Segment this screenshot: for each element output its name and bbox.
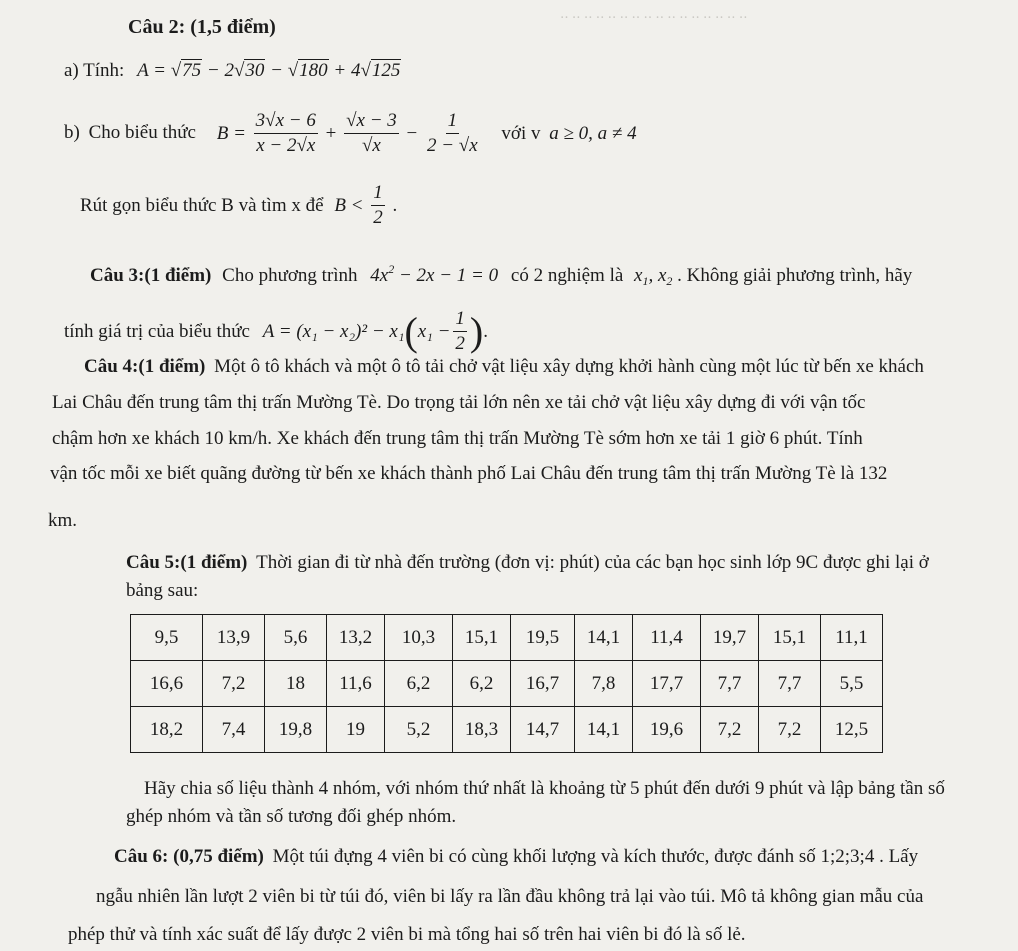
- q2-b-condition-text: với v: [501, 122, 541, 144]
- table-cell: 15,1: [453, 615, 511, 661]
- q2-b-fraction-3: [425, 110, 480, 157]
- q2-a-label: a) Tính:: [64, 60, 125, 81]
- q3-eq-a: 4x: [370, 265, 389, 286]
- q2-half-denominator: 2: [373, 207, 383, 228]
- table-cell: 16,6: [131, 661, 203, 707]
- table-cell: 19,6: [633, 707, 701, 753]
- table-cell: 10,3: [385, 615, 453, 661]
- q3-equation: [370, 262, 499, 286]
- table-cell: 12,5: [821, 707, 883, 753]
- q3-half-numerator: 1: [453, 308, 467, 332]
- q2-b-label: b): [64, 121, 80, 143]
- table-cell: 11,1: [821, 615, 883, 661]
- q3-end: .: [483, 320, 488, 342]
- q2-b-f1-numerator: 3√x − 6: [254, 110, 318, 134]
- q2-b-fraction-2: [344, 110, 399, 157]
- q5-after-1: Hãy chia số liệu thành 4 nhóm, với nhóm thứ nhất là khoảng từ 5 phút đến dưới 9 phút và lập bảng tần số: [144, 778, 945, 799]
- q2-a-radicand-3: 180: [299, 60, 328, 81]
- q5-line-2: bảng sau:: [126, 580, 199, 601]
- table-cell: 7,8: [575, 661, 633, 707]
- table-cell: 7,7: [759, 661, 821, 707]
- table-cell: 19,7: [701, 615, 759, 661]
- q5-text-1: Thời gian đi từ nhà đến trường (đơn vị: phút) của các bạn học sinh lớp 9C được ghi lại ở: [256, 552, 929, 573]
- table-cell: 5,6: [265, 615, 327, 661]
- q3-expression-inner: x₁ −: [417, 320, 451, 342]
- table-cell: 14,1: [575, 707, 633, 753]
- q2-a-radicand-1: 75: [182, 60, 202, 81]
- q5-after-2: ghép nhóm và tần số tương đối ghép nhóm.: [126, 806, 457, 827]
- q2-a-op-1: − 2: [202, 60, 234, 81]
- q2-half-fraction: [371, 182, 385, 229]
- q2-a-op-2: −: [265, 60, 288, 81]
- q3-close-paren: ): [469, 308, 484, 354]
- q5-data-table: [130, 614, 883, 753]
- q3-text-4: tính giá trị của biểu thức: [64, 320, 250, 342]
- q2-b-f3-denominator: 2 − √x: [426, 135, 478, 156]
- q4-line-1: [84, 356, 924, 378]
- table-cell: 19,8: [265, 707, 327, 753]
- table-cell: 7,7: [701, 661, 759, 707]
- q6-text-1: Một túi đựng 4 viên bi có cùng khối lượng và kích thước, được đánh số 1;2;3;4 . Lấy: [272, 846, 919, 867]
- table-cell: 9,5: [131, 615, 203, 661]
- q3-text-2: có 2 nghiệm là: [510, 265, 624, 286]
- table-row: [131, 707, 883, 753]
- q3-line-1: [90, 262, 912, 289]
- q3-text-1: Cho phương trình: [222, 265, 358, 286]
- q2-b-text: Cho biểu thức: [88, 121, 196, 143]
- table-cell: 18: [265, 661, 327, 707]
- q2-title: Câu 2: (1,5 điểm): [128, 16, 276, 38]
- q6-line-1: [114, 846, 918, 868]
- q3-eq-sup: 2: [388, 262, 395, 276]
- q2-b-f3-numerator: 1: [446, 110, 460, 134]
- q2-b-condition-math: a ≥ 0, a ≠ 4: [549, 122, 637, 144]
- table-cell: 7,2: [701, 707, 759, 753]
- q6-line-2: ngẫu nhiên lần lượt 2 viên bi từ túi đó, viên bi lấy ra lần đầu không trả lại vào túi. Mô tả không gian mẫu của: [96, 886, 924, 907]
- q2-b-plus: +: [325, 122, 337, 144]
- q2-a-prefix: A =: [137, 60, 171, 81]
- q3-root-1: x: [634, 265, 643, 286]
- table-cell: 19,5: [511, 615, 575, 661]
- q2-b-f2-numerator: √x − 3: [344, 110, 399, 134]
- table-cell: 18,3: [453, 707, 511, 753]
- bleed-through-text: ‥ ‥ ‥ ‥ ‥ ‥ ‥ ‥ ‥ ‥ ‥ ‥ ‥ ‥ ‥ ‥: [560, 6, 748, 21]
- table-cell: 15,1: [759, 615, 821, 661]
- q2-a-radicand-4: 125: [371, 60, 401, 81]
- table-cell: 6,2: [385, 661, 453, 707]
- q3-roots: $x_1$, $x_2$: [634, 265, 673, 288]
- q2-b-minus: −: [406, 122, 418, 144]
- q2-rutgon: [80, 182, 397, 229]
- table-cell: 5,2: [385, 707, 453, 753]
- q2-rutgon-math: B <: [334, 194, 364, 216]
- q2-b-fraction-1: [254, 110, 318, 157]
- q2-a-expression: A = √75 − 2√30 − √180 + 4√125: [137, 60, 401, 81]
- q2-b-f1-denominator: x − 2√x: [256, 135, 316, 156]
- q6-line-3: phép thử và tính xác suất để lấy được 2 viên bi mà tổng hai số trên hai viên bi đó là số lẻ.: [68, 924, 746, 945]
- q2-a-radicand-2: 30: [245, 60, 265, 81]
- table-cell: 14,1: [575, 615, 633, 661]
- q5-line-1: [126, 552, 929, 574]
- table-row: [131, 615, 883, 661]
- table-cell: 11,4: [633, 615, 701, 661]
- q2-part-b: [64, 110, 637, 157]
- table-cell: 19: [327, 707, 385, 753]
- q5-title: Câu 5:(1 điểm): [126, 552, 248, 573]
- table-cell: 14,7: [511, 707, 575, 753]
- q4-line-3: chậm hơn xe khách 10 km/h. Xe khách đến trung tâm thị trấn Mường Tè sớm hơn xe tải 1 giờ 6 phút. Tính: [52, 428, 863, 449]
- table-cell: 5,5: [821, 661, 883, 707]
- q4-line-4: vận tốc mỗi xe biết quãng đường từ bến xe khách thành phố Lai Châu đến trung tâm thị trấn Mường Tè là 132: [50, 463, 888, 484]
- q6-title: Câu 6: (0,75 điểm): [114, 846, 264, 867]
- q2-part-a: [64, 60, 401, 82]
- q3-half-denominator: 2: [455, 333, 465, 354]
- q2-b-f2-denominator: √x: [361, 135, 381, 156]
- table-cell: 17,7: [633, 661, 701, 707]
- q4-title: Câu 4:(1 điểm): [84, 356, 206, 377]
- q3-text-3: . Không giải phương trình, hãy: [677, 265, 913, 286]
- q3-open-paren: (: [404, 308, 418, 354]
- q2-period: .: [392, 194, 398, 216]
- q2-rutgon-text: Rút gọn biểu thức B và tìm x để: [80, 194, 324, 216]
- table-cell: 7,4: [203, 707, 265, 753]
- q3-half-fraction: [453, 308, 467, 355]
- q2-a-op-3: + 4: [328, 60, 361, 81]
- q4-line-2: Lai Châu đến trung tâm thị trấn Mường Tè. Do trọng tải lớn nên xe tải chở vật liệu xây dựng đi với vận tốc: [52, 392, 866, 413]
- q4-line-5: km.: [48, 510, 78, 531]
- q4-text-1: Một ô tô khách và một ô tô tải chở vật liệu xây dựng khởi hành cùng một lúc từ bến xe khách: [214, 356, 924, 377]
- table-cell: 13,2: [327, 615, 385, 661]
- table-cell: 13,9: [203, 615, 265, 661]
- table-cell: 7,2: [759, 707, 821, 753]
- q3-eq-b: − 2x − 1 = 0: [394, 265, 499, 286]
- q3-title: Câu 3:(1 điểm): [90, 265, 212, 286]
- q2-b-prefix: B =: [216, 122, 246, 144]
- table-cell: 16,7: [511, 661, 575, 707]
- table-cell: 11,6: [327, 661, 385, 707]
- table-row: [131, 661, 883, 707]
- table-cell: 6,2: [453, 661, 511, 707]
- table-cell: 18,2: [131, 707, 203, 753]
- table-cell: 7,2: [203, 661, 265, 707]
- q2-half-numerator: 1: [371, 182, 385, 206]
- q3-expression: A = (x₁ − x₂)² − x₁: [262, 320, 405, 342]
- q3-line-2: [64, 308, 488, 355]
